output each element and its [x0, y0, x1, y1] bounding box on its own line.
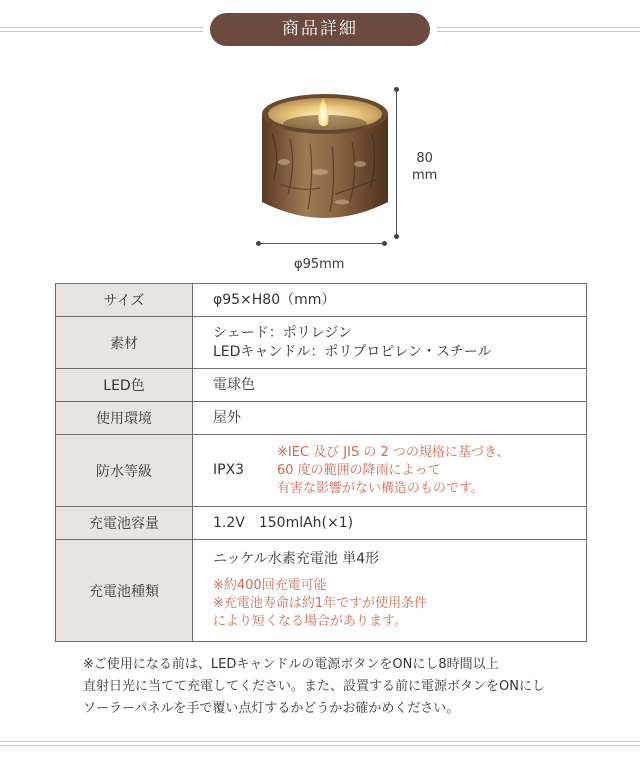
material-line: LEDキャンドル：ポリプロピレン・スチール: [213, 343, 492, 360]
header-rule-left: [0, 27, 203, 32]
table-row: [56, 369, 587, 402]
footer-rule: [0, 741, 640, 746]
spec-key-material: 素材: [56, 317, 193, 369]
waterproof-rating: IPX3: [213, 462, 245, 478]
dimension-dot: [382, 241, 387, 246]
header-rule-right: [437, 27, 640, 32]
spec-key-waterproof: 防水等級: [56, 435, 193, 507]
height-value: 80: [416, 151, 433, 166]
note-line: により短くなる場合があります。: [213, 614, 407, 629]
table-row: [56, 284, 587, 317]
spec-value-material: [193, 317, 587, 369]
usage-footnote: [83, 654, 545, 720]
note-line: 60 度の範囲の降雨によって: [277, 462, 441, 478]
spec-key-led-color: LED色: [56, 369, 193, 402]
height-dimension-label: [412, 150, 437, 184]
table-row: [56, 317, 587, 369]
waterproof-note: [277, 444, 509, 498]
table-row: [56, 402, 587, 435]
note-line: ※IEC 及び JIS の 2 つの規格に基づき、: [277, 444, 510, 460]
note-line: ※充電池寿命は約1年ですが使用条件: [213, 596, 428, 611]
footnote-line: 直射日光に当てて充電してください。また、設置する前に電源ボタンをONにし: [83, 679, 545, 694]
spec-table: [55, 283, 587, 642]
width-dimension-label: φ95mm: [294, 257, 345, 272]
spec-key-environment: 使用環境: [56, 402, 193, 435]
battery-note: [213, 577, 586, 631]
spec-value-battery-type: [193, 540, 587, 642]
spec-value-size: φ95×H80（mm）: [193, 284, 587, 317]
spec-value-led-color: 電球色: [193, 369, 587, 402]
battery-type-value: ニッケル水素充電池 単4形: [213, 551, 380, 567]
spec-value-environment: 屋外: [193, 402, 587, 435]
spec-key-battery-capacity: 充電池容量: [56, 507, 193, 540]
spec-value-battery-capacity: 1.2V 150mlAh(×1): [193, 507, 587, 540]
candle-product-image: [250, 84, 400, 234]
material-line: シェード：ポリレジン: [213, 324, 353, 341]
spec-key-battery-type: 充電池種類: [56, 540, 193, 642]
dimension-dot: [394, 87, 399, 92]
dimension-dot: [256, 241, 261, 246]
height-unit: mm: [412, 168, 438, 183]
spec-key-size: サイズ: [56, 284, 193, 317]
dimension-dot: [394, 234, 399, 239]
height-dimension-line: [396, 89, 397, 236]
section-title: 商品詳細: [210, 13, 430, 46]
spec-value-waterproof: [193, 435, 587, 507]
footnote-line: ソーラーパネルを手で覆い点灯するかどうかお確かめください。: [83, 701, 460, 716]
footnote-line: ※ご使用になる前は、LEDキャンドルの電源ボタンをONにし8時間以上: [83, 657, 499, 672]
table-row: [56, 540, 587, 642]
table-row: [56, 435, 587, 507]
table-row: [56, 507, 587, 540]
note-line: ※約400回充電可能: [213, 578, 327, 593]
width-dimension-line: [258, 243, 384, 244]
note-line: 有害な影響がない構造のものです。: [277, 480, 484, 496]
